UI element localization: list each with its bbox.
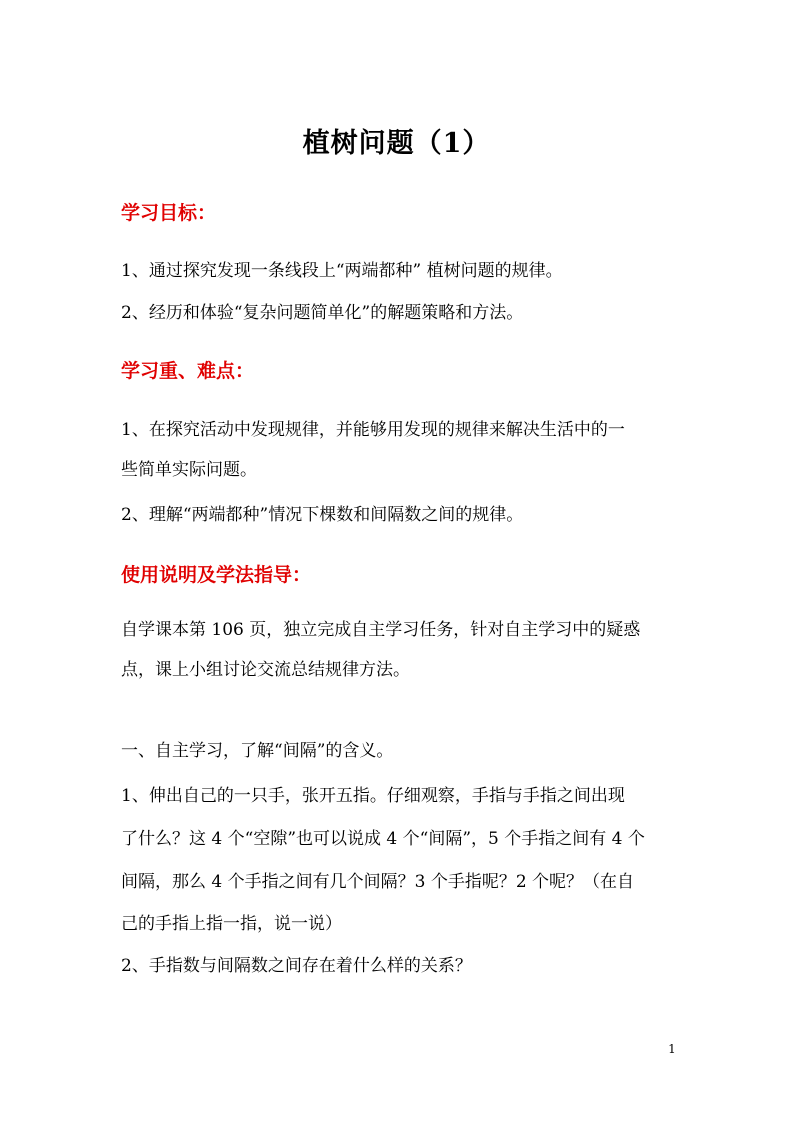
guidance-line-2: 点，课上小组讨论交流总结规律方法。 bbox=[121, 660, 410, 680]
self-study-line-1: 一、自主学习，了解“间隔”的含义。 bbox=[121, 741, 394, 761]
heading-objectives: 学习目标： bbox=[121, 202, 217, 224]
self-study-line-4: 间隔，那么 4 个手指之间有几个间隔？3 个手指呢？2 个呢？（在自 bbox=[121, 872, 635, 892]
self-study-line-6: 2、手指数与间隔数之间存在着什么样的关系？ bbox=[121, 956, 472, 976]
key-point-line-3: 2、理解“两端都种”情况下棵数和间隔数之间的规律。 bbox=[121, 505, 524, 525]
objective-item-2: 2、经历和体验“复杂问题简单化”的解题策略和方法。 bbox=[121, 303, 524, 323]
self-study-line-5: 己的手指上指一指，说一说） bbox=[121, 914, 342, 934]
heading-key-points: 学习重、难点： bbox=[121, 360, 255, 382]
guidance-line-1: 自学课本第 106 页，独立完成自主学习任务，针对自主学习中的疑惑 bbox=[121, 620, 641, 640]
heading-guidance: 使用说明及学法指导： bbox=[121, 564, 312, 586]
self-study-line-3: 了什么？这 4 个“空隙”也可以说成 4 个“间隔”，5 个手指之间有 4 个 bbox=[121, 829, 645, 849]
document-title: 植树问题（1） bbox=[302, 128, 491, 159]
objective-item-1: 1、通过探究发现一条线段上“两端都种” 植树问题的规律。 bbox=[121, 261, 563, 281]
key-point-line-2: 些简单实际问题。 bbox=[121, 460, 257, 480]
page-number: 1 bbox=[668, 1042, 676, 1056]
key-point-line-1: 1、在探究活动中发现规律，并能够用发现的规律来解决生活中的一 bbox=[121, 420, 625, 440]
self-study-line-2: 1、伸出自己的一只手，张开五指。仔细观察，手指与手指之间出现 bbox=[121, 786, 625, 806]
